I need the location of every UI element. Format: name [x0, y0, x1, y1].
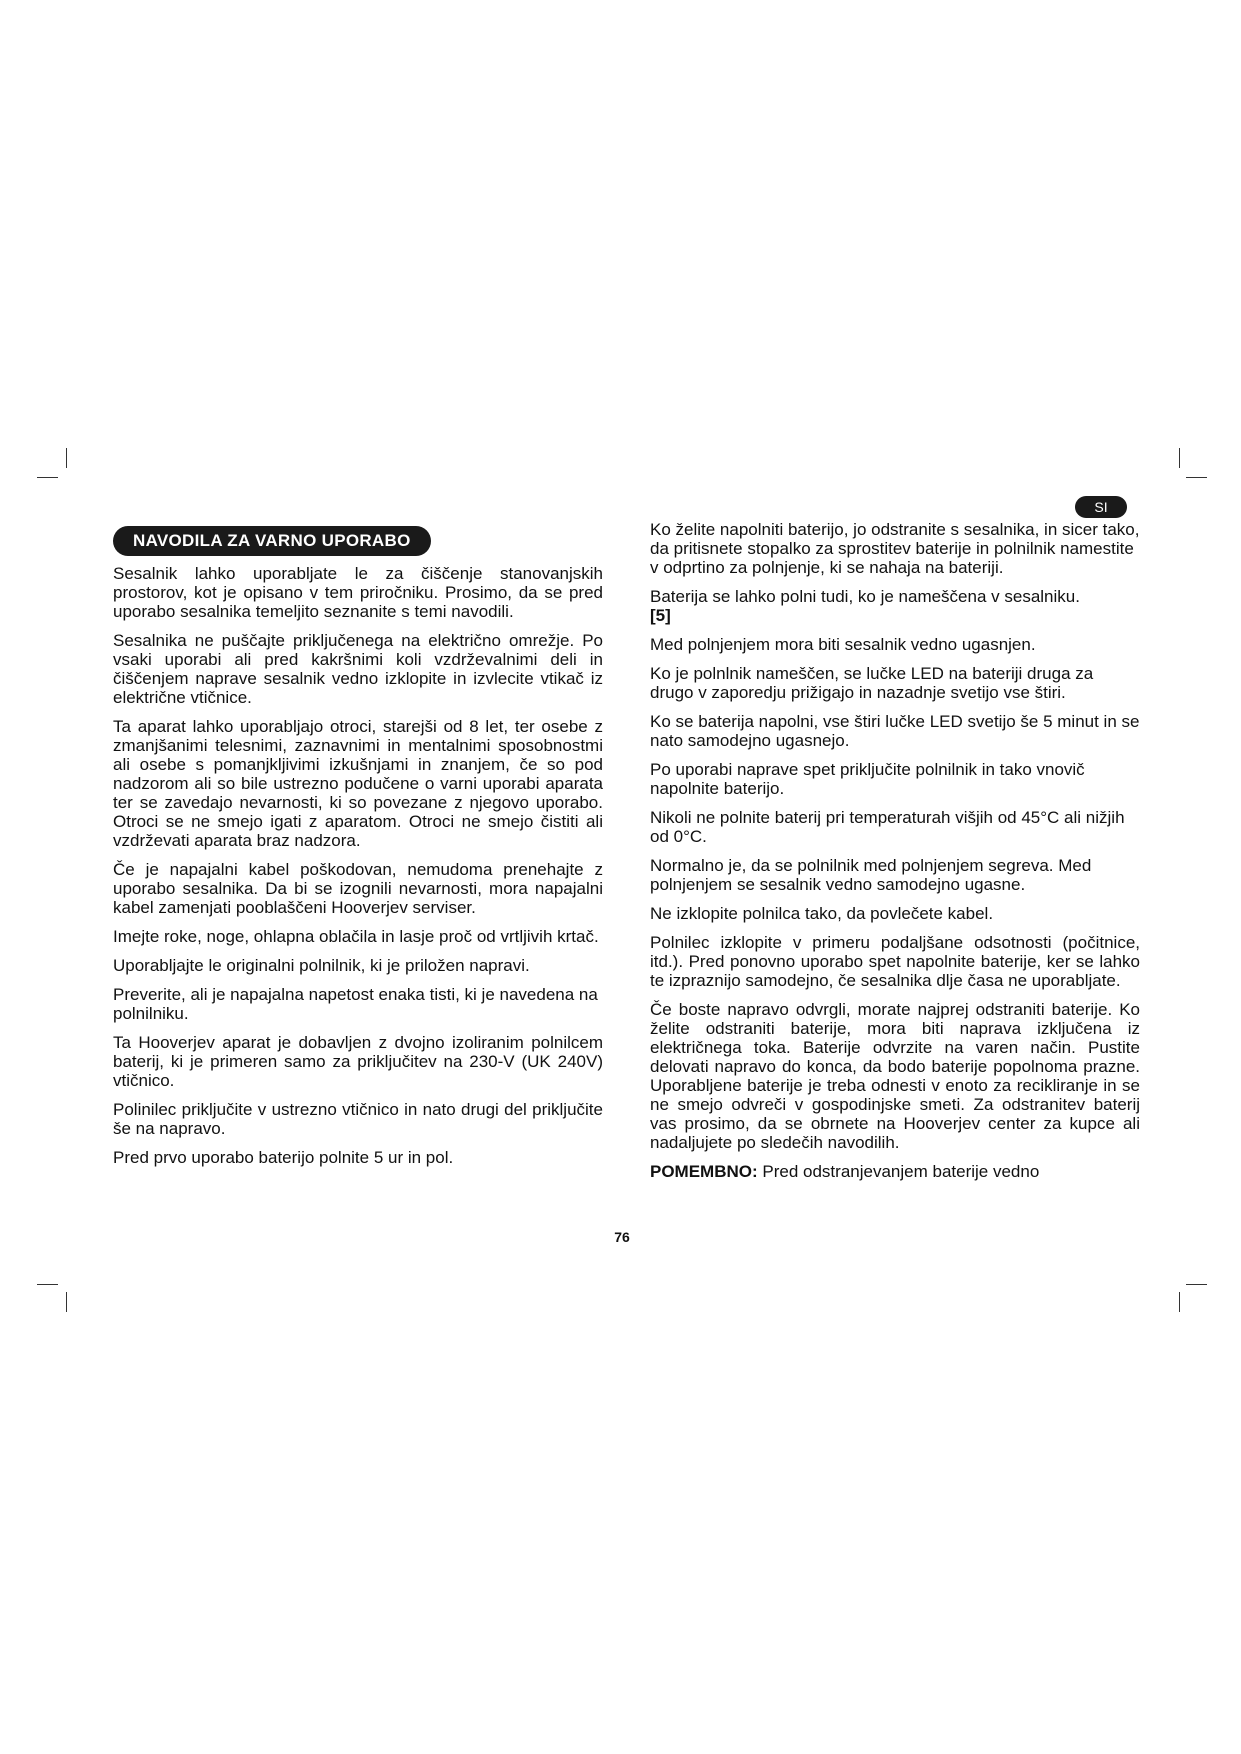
- important-note: [650, 1162, 1140, 1181]
- paragraph: Polnilec izklopite v primeru podaljšane odsotnosti (počitnice, itd.). Pred ponovno uporabo spet napolnite baterije, ker se lahko te izpraznijo samodejno, če sesalnika dlje časa ne uporabljate.: [650, 933, 1140, 990]
- paragraph: Ta aparat lahko uporabljajo otroci, starejši od 8 let, ter osebe z zmanjšanimi telesnimi, zaznavnimi in mentalnimi sposobnostmi ali osebe s pomanjkljivimi izkušnjami in znanjem, če so pod nadzorom ali so bile ustrezno podučene o varni uporabi aparata ter se zavedajo nevarnosti, ki so povezane z njegovo uporabo. Otroci se ne smejo igati z aparatom. Otroci ne smejo čistiti ali vzdrževati aparata braz nadzora.: [113, 717, 603, 850]
- paragraph: Če boste napravo odvrgli, morate najprej odstraniti baterije. Ko želite odstraniti baterije, mora biti naprava izključena iz električnega toka. Baterije odvrzite na varen način. Pustite delovati napravo do konca, da bodo baterije popolnoma prazne. Uporabljene baterije je treba odnesti v enoto za recikliranje in se ne smejo odvreči v gospodinjske smeti. Za odstranitev baterij vas prosimo, da se obrnete na Hooverjev center za kupce ali nadaljujete po sledečih navodilih.: [650, 1000, 1140, 1152]
- crop-mark: [1186, 1284, 1207, 1285]
- important-label: POMEMBNO:: [650, 1162, 758, 1181]
- language-badge: SI: [1075, 496, 1127, 518]
- paragraph: Ne izklopite polnilca tako, da povlečete kabel.: [650, 904, 994, 923]
- figure-reference: [5]: [650, 606, 671, 625]
- page-number: 76: [614, 1229, 630, 1245]
- paragraph: [650, 587, 1140, 625]
- paragraph: Nikoli ne polnite baterij pri temperaturah višjih od 45°C ali nižjih od 0°C.: [650, 808, 1125, 846]
- paragraph: Imejte roke, noge, ohlapna oblačila in lasje proč od vrtljivih krtač.: [113, 927, 599, 946]
- paragraph: Med polnjenjem mora biti sesalnik vedno ugasnjen.: [650, 635, 1036, 654]
- important-text: Pred odstranjevanjem baterije vedno: [757, 1162, 1040, 1181]
- paragraph: Ko je polnlnik nameščen, se lučke LED na bateriji druga za drugo v zaporedju prižigajo in nazadnje svetijo vse štiri.: [650, 664, 1094, 702]
- crop-mark: [37, 1284, 58, 1285]
- left-column: [113, 526, 603, 1177]
- section-heading: NAVODILA ZA VARNO UPORABO: [113, 526, 431, 556]
- paragraph: Ta Hooverjev aparat je dobavljen z dvojno izoliranim polnilcem baterij, ki je primeren samo za priključitev na 230-V (UK 240V) vtičnico.: [113, 1033, 603, 1090]
- crop-mark: [1179, 1292, 1180, 1312]
- crop-mark: [66, 448, 67, 468]
- crop-mark: [1186, 477, 1207, 478]
- paragraph: Uporabljajte le originalni polnilnik, ki je priložen napravi.: [113, 956, 530, 975]
- right-column: [650, 520, 1140, 1191]
- paragraph: Polinilec priključite v ustrezno vtičnico in nato drugi del priključite še na napravo.: [113, 1100, 603, 1138]
- crop-mark: [37, 477, 58, 478]
- paragraph: Sesalnik lahko uporabljate le za čiščenje stanovanjskih prostorov, kot je opisano v tem priročniku. Prosimo, da se pred uporabo sesalnika temeljito seznanite s temi navodili.: [113, 564, 603, 621]
- paragraph: Pred prvo uporabo baterijo polnite 5 ur in pol.: [113, 1148, 454, 1167]
- paragraph: Ko se baterija napolni, vse štiri lučke LED svetijo še 5 minut in se nato samodejno ugasnejo.: [650, 712, 1140, 750]
- paragraph: Po uporabi naprave spet priključite polnilnik in tako vnovič napolnite baterijo.: [650, 760, 1085, 798]
- paragraph: Če je napajalni kabel poškodovan, nemudoma prenehajte z uporabo sesalnika. Da bi se izognili nevarnosti, mora napajalni kabel zamenjati pooblaščeni Hooverjev serviser.: [113, 860, 603, 917]
- paragraph: Normalno je, da se polnilnik med polnjenjem segreva. Med polnjenjem se sesalnik vedno samodejno ugasne.: [650, 856, 1092, 894]
- paragraph: Ko želite napolniti baterijo, jo odstranite s sesalnika, in sicer tako, da pritisnete stopalko za sprostitev baterije in polnilnik namestite v odprtino za polnjenje, ki se nahaja na bateriji.: [650, 520, 1140, 577]
- paragraph: Preverite, ali je napajalna napetost enaka tisti, ki je navedena na polnilniku.: [113, 985, 598, 1023]
- crop-mark: [66, 1292, 67, 1312]
- paragraph: Sesalnika ne puščajte priključenega na električno omrežje. Po vsaki uporabi ali pred kakršnimi koli vzdrževalnimi deli in čiščenjem naprave sesalnik vedno izklopite in izvlecite vtikač iz električne vtičnice.: [113, 631, 603, 707]
- paragraph-text: Baterija se lahko polni tudi, ko je nameščena v sesalniku.: [650, 587, 1080, 606]
- crop-mark: [1179, 448, 1180, 468]
